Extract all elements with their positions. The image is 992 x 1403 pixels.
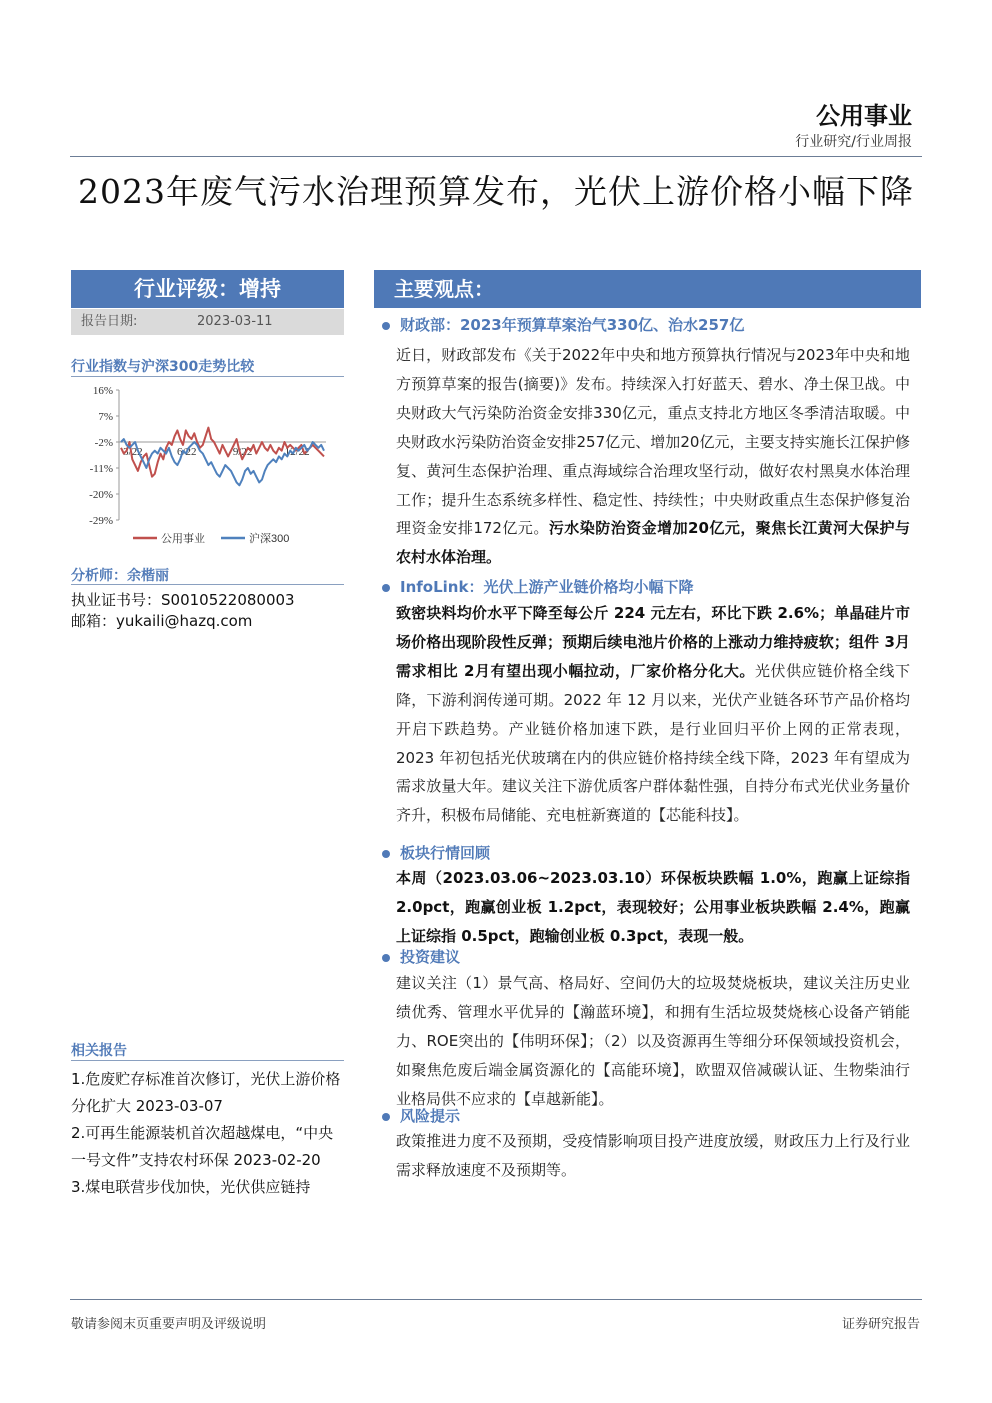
report-date-label: 报告日期: bbox=[81, 314, 138, 329]
x-tick-label: 12/22 bbox=[284, 446, 310, 458]
bullet-icon bbox=[382, 850, 390, 858]
footer-divider bbox=[70, 1299, 922, 1300]
section-body-finance: 近日，财政部发布《关于2022年中央和地方预算执行情况与2023年中央和地方预算草案的报告(摘要)》发布。持续深入打好蓝天、碧水、净土保卫战。中央财政大气污染防治资金安排330亿元，重点支持北方地区冬季清洁取暖。中央财政水污染防治资金安排257亿元、增加20亿元，主要支持实施长江保护修复、黄河生态保护治理、重点海域综合治理攻坚行动，做好农村黑臭水体治理工作；提升生态系统多样性、稳定性、持续性；中央财政重点生态保护修复治理资金安排172亿元。污水染防治资金增加20亿元，聚焦长江黄河大保护与农村水体治理。 bbox=[396, 346, 910, 567]
section-heading-risk: 风险提示 bbox=[382, 1105, 460, 1126]
legend-label: 沪深300 bbox=[249, 533, 290, 545]
section-body-advice: 建议关注（1）景气高、格局好、空间仍大的垃圾焚烧板块，建议关注历史业绩优秀、管理水平优异的【瀚蓝环境】，和拥有生活垃圾焚烧核心设备产销能力、ROE突出的【伟明环保】；（2）以及资源再生等细分环保领域投资机会，如聚焦危废后端金属资源化的【高能环境】，欧盟双倍减碳认证、生物柴油行业格局供不应求的【卓越新能】。 bbox=[396, 974, 910, 1108]
report-date-value: 2023-03-11 bbox=[197, 314, 273, 329]
bullet-icon bbox=[382, 954, 390, 962]
section-heading-infolink: InfoLink：光伏上游产业链价格均小幅下降 bbox=[382, 576, 693, 597]
y-tick-label: 16% bbox=[92, 385, 113, 397]
bullet-icon bbox=[382, 1113, 390, 1121]
legend-label: 公用事业 bbox=[161, 533, 205, 545]
analyst-email-link[interactable]: yukaili@hazq.com bbox=[116, 612, 253, 630]
section-heading-finance: 财政部：2023年预算草案治气330亿、治水257亿 bbox=[382, 314, 744, 335]
chart-svg bbox=[71, 380, 344, 555]
related-reports-title: 相关报告 bbox=[71, 1043, 127, 1059]
section-heading-market: 板块行情回顾 bbox=[382, 842, 490, 863]
related-report-item[interactable]: 1.危废贮存标准首次修订，光伏上游价格分化扩大 2023-03-07 bbox=[71, 1070, 341, 1115]
analyst-cert bbox=[71, 589, 295, 610]
section-body-risk: 政策推进力度不及预期，受疫情影响项目投产进度放缓，财政压力上行及行业需求释放速度不及预期等。 bbox=[396, 1132, 910, 1179]
section-body-infolink: 致密块料均价水平下降至每公斤 224 元左右，环比下跌 2.6%；单晶硅片市场价格出现阶段性反弹；预期后续电池片价格的上涨动力维持疲软；组件 3月需求相比 2月有望出现小幅拉动，厂家价格分化大。光伏供应链价格全线下降，下游利润传递可期。2022 年 12 月以来，光伏产业链各环节产品价格均开启下跌趋势。产业链价格加速下跌，是行业回归平价上网的正常表现，2023 年初包括光伏玻璃在内的供应链价格持续全线下降，2023 年有望成为需求放量大年。建议关注下游优质客户群体黏性强，自持分布式光伏业务量价齐升，积极布局储能、充电桩新赛道的【芯能科技】。 bbox=[396, 604, 910, 825]
section-body-market: 本周（2023.03.06~2023.03.10）环保板块跌幅 1.0%，跑赢上证综指 2.0pct，跑赢创业板 1.2pct，表现较好；公用事业板块跌幅 2.4%，跑赢上证综指 0.5pct，跑输创业板 0.3pct，表现一般。 bbox=[396, 869, 910, 945]
y-tick-label: -20% bbox=[89, 489, 113, 501]
section-heading-advice: 投资建议 bbox=[382, 946, 460, 967]
x-tick-label: 9/22 bbox=[232, 446, 253, 458]
analyst-cert-value: S0010522080003 bbox=[161, 591, 295, 609]
x-tick-label: 6/22 bbox=[176, 446, 197, 458]
analyst-rule bbox=[71, 584, 344, 585]
y-tick-label: 7% bbox=[98, 411, 113, 423]
report-date-row bbox=[71, 309, 344, 335]
analyst-email bbox=[71, 610, 252, 631]
bullet-icon bbox=[382, 584, 390, 592]
x-tick-label: 3/22 bbox=[123, 446, 143, 458]
sector-title: 公用事业 bbox=[816, 102, 912, 130]
y-tick-label: -29% bbox=[89, 515, 113, 527]
analyst-email-label: 邮箱： bbox=[71, 612, 117, 630]
analyst-title: 分析师：余楷丽 bbox=[71, 568, 169, 584]
related-reports-rule bbox=[71, 1060, 344, 1061]
header-divider bbox=[70, 156, 922, 157]
rating-banner: 行业评级：增持 bbox=[71, 270, 344, 308]
report-type: 行业研究/行业周报 bbox=[795, 134, 912, 150]
index-comparison-chart bbox=[71, 380, 344, 555]
bullet-icon bbox=[382, 322, 390, 330]
footer-disclaimer[interactable]: 敬请参阅末页重要声明及评级说明 bbox=[71, 1317, 267, 1332]
related-reports-list bbox=[71, 1066, 346, 1201]
report-title: 2023年废气污水治理预算发布，光伏上游价格小幅下降 bbox=[78, 172, 914, 211]
y-tick-label: -11% bbox=[89, 463, 113, 475]
y-tick-label: -2% bbox=[94, 437, 113, 449]
footer-doc-type: 证券研究报告 bbox=[841, 1317, 920, 1332]
chart-section-rule bbox=[71, 376, 344, 377]
main-points-banner: 主要观点： bbox=[374, 270, 921, 308]
analyst-cert-label: 执业证书号： bbox=[71, 591, 162, 609]
chart-section-title: 行业指数与沪深300走势比较 bbox=[71, 359, 255, 375]
related-report-item[interactable]: 3.煤电联营步伐加快，光伏供应链持 bbox=[71, 1178, 311, 1196]
related-report-item[interactable]: 2.可再生能源装机首次超越煤电，“中央一号文件”支持农村环保 2023-02-20 bbox=[71, 1124, 334, 1169]
